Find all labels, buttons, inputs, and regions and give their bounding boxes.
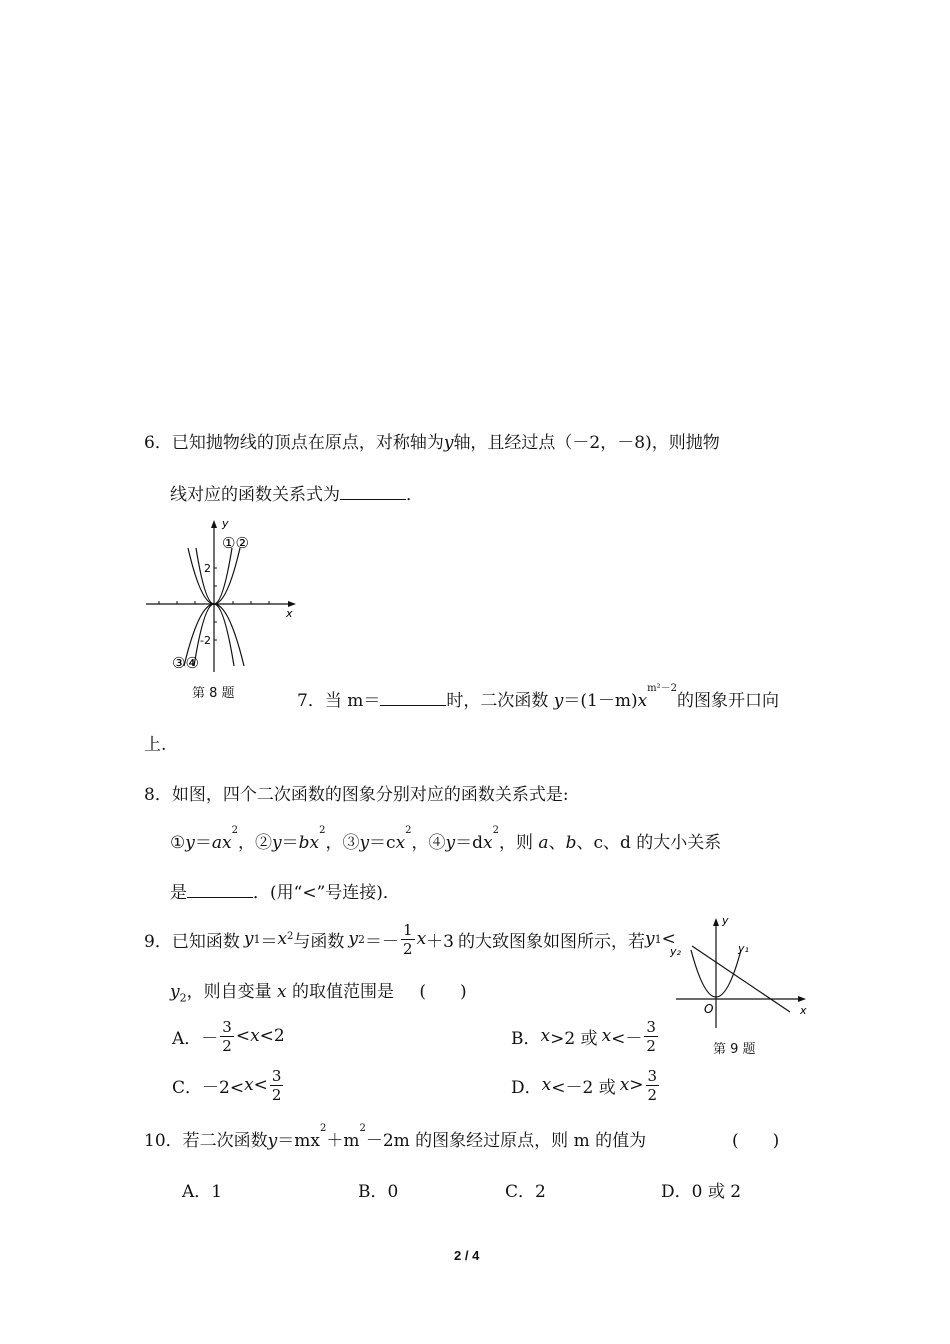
q8-then: 则 [516,833,534,853]
question-6-line1 [144,428,720,453]
q6-answer-blank[interactable] [340,485,406,500]
q8-sep: ， [325,833,343,853]
q9-sub-1: 1 [654,932,662,946]
q7-text-b: 时，二次函数 [446,691,549,711]
q9-x-var: x [250,1026,260,1046]
q8-x-var: x [395,833,406,853]
q6-end: ． [406,485,423,505]
q10-sq: 2 [359,1123,366,1134]
q9-option-c[interactable] [172,1063,285,1107]
q8-sep: ， [237,833,255,853]
q8-eq: ＝ [455,833,473,853]
q8-x-var: x [483,833,493,853]
q9-gt: > [629,1075,644,1095]
q8-x-var: x [222,833,232,853]
fig8-tick-neg2: -2 [200,634,211,647]
q9-option-d-label: D． [511,1077,542,1098]
q8-d-var: d [472,833,484,853]
q7-answer-blank[interactable] [380,691,446,706]
fig8-x-label: x [286,607,293,620]
q8-y-var: y [271,833,282,853]
q7-y-var: y [553,691,564,711]
q6-line2: 线对应的函数关系式为 [170,485,340,505]
q9-x-var: x [277,929,288,949]
q9-y2-var: y [170,982,180,1002]
q6-text-a: 已知抛物线的顶点在原点，对称轴为 [171,433,444,453]
fig9-x-label: x [800,1004,807,1017]
q8-eq: ＝ [369,833,387,853]
q10-rest: －2m 的图象经过原点，则 m 的值为 [365,1131,647,1151]
fig8-tick-2: 2 [204,562,211,575]
q9-frac-3-2: $\frac{3}{2}$ [646,1017,656,1055]
q9-y2-var: y [348,929,359,949]
q8-number: 8． [144,785,172,805]
q8-circle-4: ④ [428,833,446,853]
q9-frac-3-2: $\frac{3}{2}$ [271,1066,282,1104]
q10-sq: 2 [319,1123,327,1134]
q8-sep: ， [411,833,429,853]
q9-sub-2: 2 [179,991,187,1005]
q9-answer-paren[interactable]: ( ) [419,982,467,1002]
q8-circle-3: ③ [342,833,360,853]
q9-option-b-label: B． [511,1028,541,1049]
q8-line3a: 是 [170,883,187,903]
q9-x-var: x [541,1075,552,1095]
q9-sub-2: 2 [358,932,366,946]
q9-line2b: 的取值范围是 [292,982,395,1002]
q9-x-var: x [601,1026,612,1046]
q7-x-var: x [637,691,648,711]
q9-number: 9． [144,931,172,952]
q10-y-var: y [267,1131,278,1151]
q9-option-d-mid: <－2 或 [551,1077,616,1098]
q10-option-c[interactable]: C．2 [505,1182,546,1202]
q7-number: 7． [297,691,325,711]
question-8-line1 [144,780,569,805]
question-10-line1 [144,1123,647,1151]
q9-sub-1: 1 [253,932,261,946]
q9-x-var: x [244,1075,254,1095]
q8-circle-2: ② [254,833,272,853]
q9-lt: < [253,1075,268,1095]
q9-eq2: ＝－ [365,931,400,952]
q8-sep: ， [499,833,517,853]
q9-option-d[interactable] [511,1063,661,1107]
q10-plus: ＋m [326,1131,360,1151]
q9-y1-var: y [243,929,254,949]
q9-x-var: x [619,1075,630,1095]
q8-tail: 的大小关系 [636,833,722,853]
q6-text-b: 轴，且经过点（－2，－8)，则抛物 [453,433,720,453]
q9-x-var: x [540,1026,551,1046]
q9-lt: < [235,1026,251,1046]
q7-exponent: m²－2 [647,683,678,694]
q9-option-a-label: A．－ [172,1028,219,1049]
q9-frac-3-2: $\frac{3}{2}$ [222,1017,232,1055]
q8-dun: 、 [548,833,566,853]
q9-sq: 2 [287,931,294,942]
q8-c-var: c [593,833,603,853]
question-6-line2 [170,480,423,505]
q7-text-a: 当 m＝ [324,691,381,711]
q10-option-a[interactable]: A．1 [182,1182,223,1202]
q9-eq1: ＝ [260,931,278,952]
question-8-line3 [170,878,400,903]
q8-dun: 、 [576,833,594,853]
question-9-line2 [170,977,467,1004]
fig8-y-arrow [211,520,217,528]
q9-option-b-tail: <－ [611,1028,643,1049]
q8-a-var: a [538,833,549,853]
q8-text: 如图，四个二次函数的图象分别对应的函数关系式是: [171,785,569,805]
q6-number: 6． [144,433,172,453]
fig9-y-label: y [722,914,729,927]
figure-9-graph [668,910,813,1035]
q9-y1-var: y [644,929,655,949]
q8-sq: 2 [405,825,412,836]
fig8-y-label: y [222,517,229,530]
q7-text-c: 的图象开口向 [677,691,780,711]
figure-8 [140,516,305,706]
q7-eq: ＝(1－m) [563,691,638,711]
q9-text-a: 已知函数 [171,931,240,952]
q8-y-var: y [359,833,370,853]
q8-y-var: y [445,833,456,853]
q10-answer-paren[interactable]: ( ) [732,1131,780,1151]
q9-option-a[interactable] [172,1014,285,1058]
q10-text-a: 若二次函数 [182,1131,268,1151]
q9-x-var: x [277,982,287,1002]
q8-eq: ＝ [194,833,212,853]
q8-line3b: ．(用“<”号连接)． [253,883,400,903]
fig9-y2-label: y₂ [670,945,681,958]
question-8-line2 [170,825,722,853]
fig9-x-arrow [798,996,806,1002]
fig8-mark-top: ①② [222,534,249,552]
q8-answer-blank[interactable] [187,883,253,898]
q9-option-c-label: C．－2< [172,1077,245,1098]
q9-text-b: 与函数 [293,931,345,952]
q9-option-b-mid: >2 或 [550,1028,598,1049]
q9-line2: ，则自变量 [186,982,272,1002]
q9-text-c: 的大致图象如图所示，若 [457,931,645,952]
q9-x-var: x [416,929,427,949]
fig9-y-arrow [713,918,719,926]
question-7-line2: 上. [144,735,167,755]
q10-option-b[interactable]: B．0 [358,1182,399,1202]
q8-sq: 2 [492,825,500,836]
q8-y-var: y [185,833,195,853]
q9-lt: < [661,929,676,949]
question-7-line1 [297,683,780,711]
question-9-line1 [144,917,676,961]
q9-plus3: ＋3 [426,931,454,952]
q10-option-d[interactable]: D．0 或 2 [661,1182,742,1202]
fig9-y1-label: y₁ [738,942,749,955]
q8-c-var: c [386,833,396,853]
q8-x-var: x [309,833,320,853]
q8-sq: 2 [319,825,326,836]
q9-frac-3-2: $\frac{3}{2}$ [647,1066,658,1104]
q8-dun: 、 [602,833,620,853]
fig8-mark-bottom: ③④ [172,654,199,672]
q8-a-var: a [211,833,222,853]
q8-b-var: b [565,833,577,853]
q10-number: 10． [144,1131,183,1151]
q10-eq: ＝mx [277,1131,320,1151]
q9-half: $\frac{1}{2}$ [403,920,413,958]
q8-circle-1: ① [170,833,186,853]
page-number: 2 / 4 [454,1248,480,1263]
q8-eq: ＝ [281,833,299,853]
figure-8-graph [140,516,305,706]
q6-y-var: y [443,433,454,453]
q9-option-a-tail: <2 [259,1026,285,1046]
fig9-caption: 第 9 题 [713,1042,756,1057]
figure-9 [668,910,813,1060]
q8-sq: 2 [231,825,238,836]
fig9-origin: O [704,1002,714,1016]
q8-d-var: d [619,833,631,853]
q9-option-b[interactable] [511,1014,660,1058]
q8-b-var: b [298,833,310,853]
fig8-caption: 第 8 题 [192,686,235,701]
